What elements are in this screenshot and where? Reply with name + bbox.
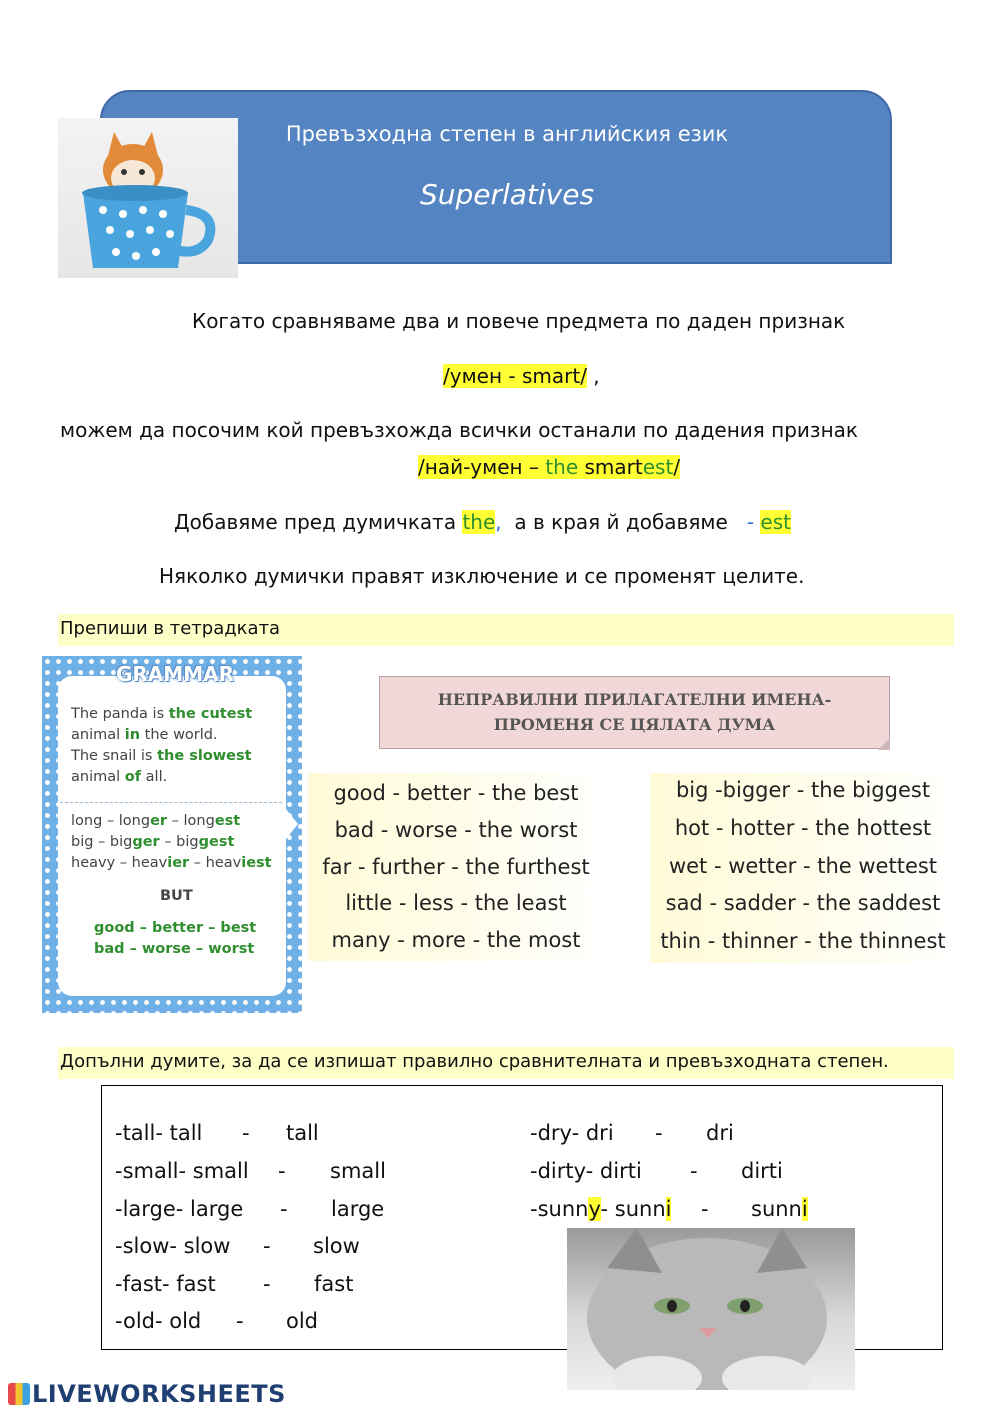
grammar-divider <box>60 802 282 803</box>
grammar-example-1: The panda is the cutest <box>71 706 253 722</box>
word-line: good - better - the best <box>333 781 579 805</box>
exercise-stem: small <box>330 1159 386 1183</box>
word-line: wet - wetter - the wettest <box>668 854 938 878</box>
exercise-dash: - <box>280 1197 288 1221</box>
exercise-stem: dri <box>706 1121 734 1145</box>
grammar-example-2b: animal of all. <box>71 769 168 785</box>
grammar-example-2: The snail is the slowest <box>71 748 252 764</box>
word-line: thin - thinner - the thinnest <box>660 929 946 953</box>
word-line: little - less - the least <box>345 891 567 915</box>
word-line: bad - worse - the worst <box>334 818 578 842</box>
grammar-rule-heavy: heavy – heavier – heaviest <box>71 855 272 871</box>
example-smart: /умен - smart/ <box>443 364 587 388</box>
exercise-stem: sunni <box>751 1197 808 1221</box>
intro-line-3: можем да посочим кой превъзхожда всички останали по дадения признак <box>60 418 858 442</box>
exercise-stem: fast <box>314 1272 354 1296</box>
intro-line-2: /умен - smart/ , <box>443 364 600 388</box>
kitten-photo <box>567 1228 855 1390</box>
exercise-row-small: -small- small <box>115 1159 249 1183</box>
exercise-stem: tall <box>286 1121 319 1145</box>
exercise-row-tall: -tall- tall <box>115 1121 203 1145</box>
grammar-rule-long: long – longer – longest <box>71 813 241 829</box>
grammar-title: GRAMMAR <box>116 662 234 686</box>
irregular-words-panel <box>308 773 604 961</box>
word-line: big -bigger - the biggest <box>675 778 931 802</box>
exercise-row-large: -large- large <box>115 1197 244 1221</box>
grammar-but: BUT <box>160 888 193 904</box>
grammar-irregular-good: good – better – best <box>94 920 257 936</box>
the-highlight: the <box>462 510 496 534</box>
title-bulgarian: Превъзходна степен в английския език <box>285 122 729 146</box>
label-fold <box>878 738 890 750</box>
kitten-cup-image <box>58 118 238 278</box>
intro-line-5: Добавяме пред думичката the, а в края й добавяме - est <box>174 510 791 534</box>
copy-instruction: Препиши в тетрадката <box>58 614 954 646</box>
exercise-dash: - <box>236 1309 244 1333</box>
est-highlight: est <box>760 510 791 534</box>
grammar-irregular-bad: bad – worse – worst <box>94 941 255 957</box>
grammar-arrow <box>282 804 298 844</box>
intro-line-1: Когато сравняваме два и повече предмета по даден признак <box>192 309 846 333</box>
exercise-row-dirty: -dirty- dirti <box>530 1159 642 1183</box>
word-line: sad - sadder - the saddest <box>665 891 941 915</box>
logo-icon <box>8 1383 30 1405</box>
intro-line-4: /най-умен – the smartest/ <box>418 455 681 479</box>
exercise-stem: large <box>331 1197 385 1221</box>
liveworksheets-logo: LIVEWORKSHEETS <box>8 1380 286 1408</box>
exercise-row-sunny: -sunny- sunni <box>530 1197 672 1221</box>
exercise-row-dry: -dry- dri <box>530 1121 614 1145</box>
word-line: many - more - the most <box>331 928 581 952</box>
title-english: Superlatives <box>419 178 595 211</box>
exercise-stem: dirti <box>741 1159 783 1183</box>
grammar-example-1b: animal in the world. <box>71 727 218 743</box>
intro-line-6: Няколко думички правят изключение и се променят целите. <box>159 564 805 588</box>
word-line: far - further - the furthest <box>322 855 590 879</box>
exercise-stem: slow <box>313 1234 360 1258</box>
fill-instruction: Допълни думите, за да се изпишат правилно сравнителната и превъзходната степен. <box>58 1047 954 1079</box>
exercise-row-slow: -slow- slow <box>115 1234 231 1258</box>
exercise-dash: - <box>278 1159 286 1183</box>
exercise-dash: - <box>655 1121 663 1145</box>
exercise-dash: - <box>242 1121 250 1145</box>
exercise-dash: - <box>690 1159 698 1183</box>
exercise-dash: - <box>263 1234 271 1258</box>
exercise-dash: - <box>701 1197 709 1221</box>
word-line: hot - hotter - the hottest <box>674 816 932 840</box>
exercise-row-old: -old- old <box>115 1309 202 1333</box>
exercise-row-fast: -fast- fast <box>115 1272 216 1296</box>
irregular-adjectives-label: НЕПРАВИЛНИ ПРИЛАГАТЕЛНИ ИМЕНА- ПРОМЕНЯ СЕ ЦЯЛАТА ДУМА <box>379 676 890 749</box>
grammar-rule-big: big – bigger – biggest <box>71 834 235 850</box>
exercise-stem: old <box>286 1309 319 1333</box>
exercise-dash: - <box>263 1272 271 1296</box>
double-consonant-panel <box>650 773 956 963</box>
